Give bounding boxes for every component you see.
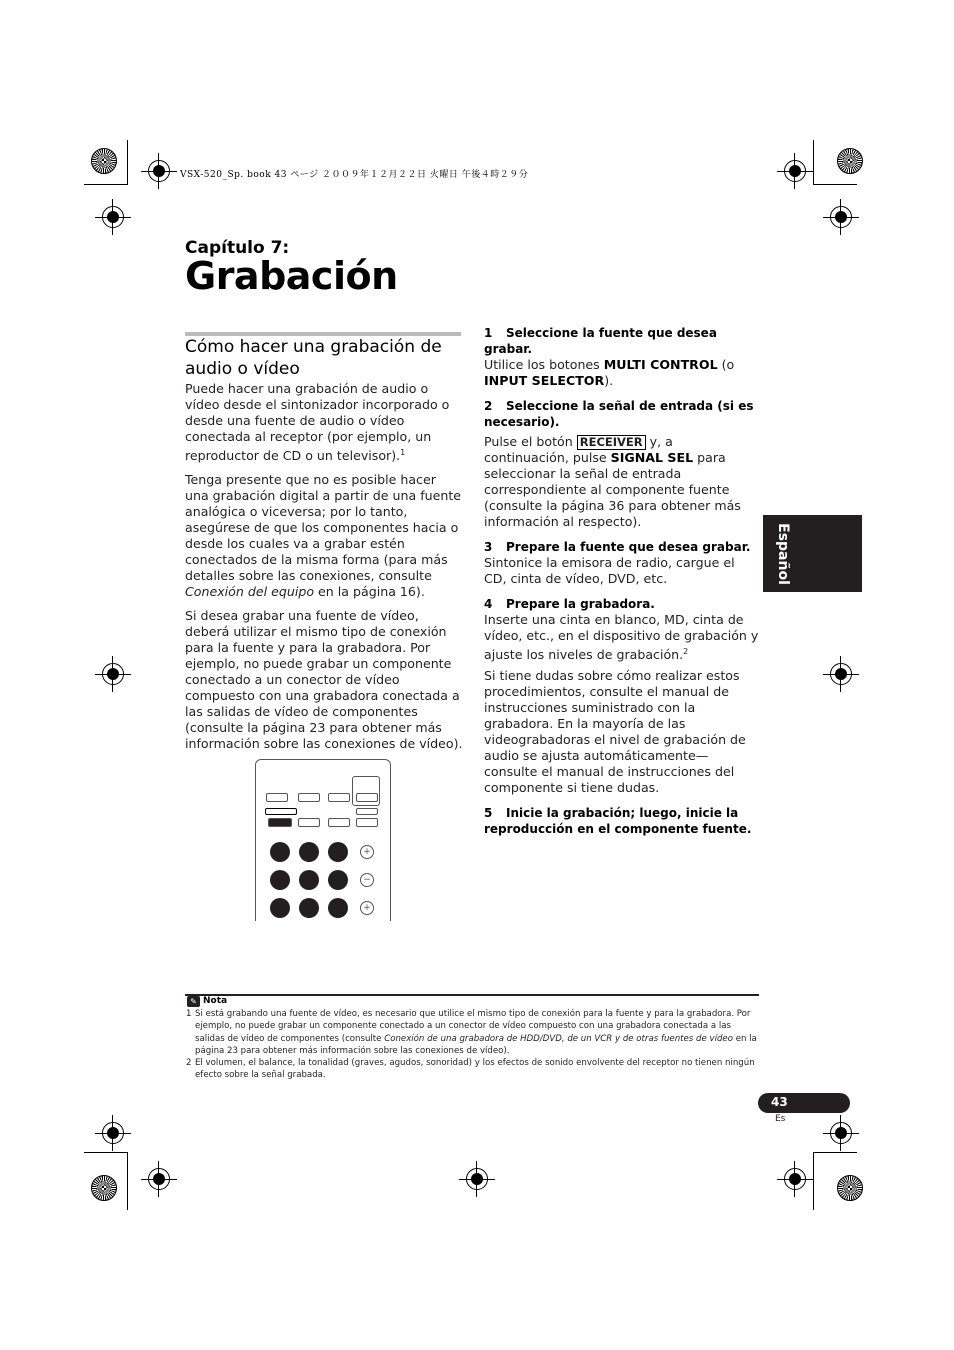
registration-star-bottom-left bbox=[91, 1175, 117, 1201]
registration-mark-v bbox=[840, 1115, 841, 1151]
registration-mark-v bbox=[112, 656, 113, 692]
registration-mark bbox=[784, 1168, 806, 1190]
remote-button bbox=[356, 818, 378, 827]
registration-mark bbox=[102, 206, 124, 228]
step-1-title bbox=[484, 325, 759, 357]
step-4-heading: Prepare la grabadora. bbox=[506, 597, 655, 611]
input-button bbox=[328, 842, 348, 862]
step-3-heading: Prepare la fuente que desea grabar. bbox=[506, 540, 751, 554]
paragraph-3: Si desea grabar una fuente de vídeo, deberá utilizar el mismo tipo de conexión para la fuente y para la grabadora. Por ejemplo, no puede grabar un componente conectado a un conector de vídeo compuesto con una grabadora conectada a las salidas de vídeo de componentes (consulte la página 23 para obtener más información sobre las conexiones de vídeo). bbox=[185, 608, 463, 752]
step-1-number: 1 bbox=[484, 326, 493, 340]
crop-line bbox=[84, 184, 128, 185]
language-tab-label: Español bbox=[775, 522, 791, 585]
step-4-title bbox=[484, 596, 759, 612]
input-button bbox=[299, 898, 319, 918]
registration-mark bbox=[466, 1168, 488, 1190]
registration-mark-v bbox=[840, 199, 841, 235]
plus-icon: + bbox=[360, 901, 374, 915]
left-column-body bbox=[185, 381, 463, 760]
input-button bbox=[270, 898, 290, 918]
step-4-text-2: Si tiene dudas sobre cómo realizar estos procedimientos, consulte el manual de instrucciones suministrado con la grabadora. En la mayoría de las videograbadoras el nivel de grabación de audio se ajusta automáticamente—consulte el manual de instrucciones del componente si tiene dudas. bbox=[484, 668, 746, 796]
step-5-number: 5 bbox=[484, 806, 493, 821]
receiver-button bbox=[268, 818, 292, 827]
step-4-text-a: Inserte una cinta en blanco, MD, cinta de vídeo, etc., en el dispositivo de grabación y ajuste los niveles de grabación. bbox=[484, 612, 759, 663]
registration-star-top-left bbox=[91, 148, 117, 174]
print-file-line: VSX-520_Sp. book 43 ページ ２００９年１２月２２日 火曜日 午後４時２９分 bbox=[180, 170, 529, 180]
step-5-title bbox=[484, 805, 759, 837]
registration-mark-v bbox=[112, 1115, 113, 1151]
footnote-ref-2[interactable]: 2 bbox=[683, 647, 689, 656]
crop-line bbox=[84, 1152, 128, 1153]
crop-line bbox=[127, 1152, 128, 1210]
notes-body bbox=[186, 1008, 760, 1082]
step-2-text-a: Pulse el botón bbox=[484, 434, 577, 449]
registration-mark bbox=[784, 160, 806, 182]
note-2-text: El volumen, el balance, la tonalidad (graves, agudos, sonoridad) y los efectos de sonido envolvente del receptor no tienen ningún efecto sobre la señal grabada. bbox=[195, 1058, 755, 1081]
crop-line bbox=[813, 1152, 814, 1210]
step-5-heading: Inicie la grabación; luego, inicie la reproducción en el componente fuente. bbox=[484, 806, 752, 837]
input-selector-label: INPUT SELECTOR bbox=[484, 373, 605, 388]
note-1-cross-reference: Conexión de una grabadora de HDD/DVD, de un VCR y de otras fuentes de vídeo bbox=[384, 1033, 733, 1044]
input-button bbox=[328, 898, 348, 918]
receiver-button-highlight bbox=[265, 808, 297, 815]
registration-mark bbox=[830, 206, 852, 228]
section-heading: Cómo hacer una grabación de audio o vídeo bbox=[185, 337, 442, 379]
note-1-text bbox=[195, 1008, 760, 1057]
right-column bbox=[484, 325, 759, 837]
paragraph-2-text: Tenga presente que no es posible hacer una grabación digital a partir de una fuente analógica o viceversa; por lo tanto, asegúrese de que los componentes hacia o desde los cuales va a grabar estén conectados de la misma forma (para más detalles sobre las conexiones, consulte bbox=[185, 472, 462, 584]
step-1-text bbox=[484, 357, 759, 389]
step-2-title bbox=[484, 398, 759, 430]
notes-rule bbox=[185, 994, 759, 996]
multi-control-label: MULTI CONTROL bbox=[603, 357, 718, 372]
remote-button bbox=[328, 818, 350, 827]
chapter-label: Capítulo 7: bbox=[185, 238, 290, 258]
language-tab-label-wrap bbox=[763, 515, 803, 592]
remote-button bbox=[298, 818, 320, 827]
crop-line bbox=[127, 140, 128, 184]
cross-reference: Conexión del equipo bbox=[185, 584, 315, 600]
note-1 bbox=[186, 1008, 760, 1057]
note-2 bbox=[186, 1057, 760, 1082]
step-2-text bbox=[484, 434, 759, 530]
step-1-text-a: Utilice los botones bbox=[484, 357, 604, 372]
step-2-text-c: para seleccionar la señal de entrada correspondiente al componente fuente (consulte la página 36 para obtener más información al respecto). bbox=[484, 450, 741, 529]
input-button bbox=[299, 870, 319, 890]
registration-mark bbox=[148, 1168, 170, 1190]
signal-sel-label: SIGNAL SEL bbox=[610, 450, 694, 465]
page-number: 43 bbox=[771, 1095, 788, 1109]
footnote-ref-1[interactable]: 1 bbox=[400, 448, 406, 457]
registration-mark-v bbox=[794, 153, 795, 189]
input-button bbox=[270, 842, 290, 862]
paragraph-2-text-end: en la página 16). bbox=[314, 584, 425, 600]
power-button bbox=[266, 793, 288, 802]
step-1-heading: Seleccione la fuente que desea grabar. bbox=[484, 326, 717, 356]
step-3-number: 3 bbox=[484, 540, 493, 554]
registration-star-bottom-right bbox=[837, 1175, 863, 1201]
step-1-text-c: ). bbox=[604, 373, 614, 388]
page-title: Grabación bbox=[185, 254, 398, 298]
page-language-code: Es bbox=[775, 1114, 786, 1124]
paragraph-1 bbox=[185, 381, 463, 464]
input-button bbox=[328, 870, 348, 890]
step-2-text-b: y, a continuación, pulse bbox=[484, 434, 673, 465]
step-3-title bbox=[484, 539, 759, 555]
registration-mark-v bbox=[794, 1161, 795, 1197]
plus-icon: + bbox=[360, 845, 374, 859]
registration-mark bbox=[830, 1122, 852, 1144]
crop-line bbox=[813, 140, 814, 184]
remote-button bbox=[356, 808, 378, 815]
power-button bbox=[328, 793, 350, 802]
registration-mark-v bbox=[840, 656, 841, 692]
registration-mark bbox=[148, 160, 170, 182]
registration-mark-v bbox=[158, 1161, 159, 1197]
crop-line bbox=[813, 1152, 857, 1153]
crop-line bbox=[813, 184, 857, 185]
registration-mark-v bbox=[112, 199, 113, 235]
remote-control-illustration bbox=[255, 759, 391, 921]
input-button bbox=[270, 870, 290, 890]
paragraph-1-text: Puede hacer una grabación de audio o vídeo desde el sintonizador incorporado o desde una fuente de audio o vídeo conectada al receptor (por ejemplo, un reproductor de CD o un televisor). bbox=[185, 381, 450, 464]
step-4-text bbox=[484, 612, 759, 663]
registration-mark bbox=[102, 1122, 124, 1144]
step-3-text: Sintonice la emisora de radio, cargue el CD, cinta de vídeo, DVD, etc. bbox=[484, 555, 735, 586]
minus-icon: − bbox=[360, 873, 374, 887]
receiver-button-label: RECEIVER bbox=[577, 435, 646, 450]
registration-mark-v bbox=[476, 1161, 477, 1197]
power-button bbox=[356, 793, 378, 802]
registration-star-top-right bbox=[837, 148, 863, 174]
note-1-text-b: en la página 23 para obtener más información sobre las conexiones de vídeo). bbox=[195, 1033, 757, 1056]
registration-mark bbox=[830, 663, 852, 685]
step-1-text-b: (o bbox=[717, 357, 735, 372]
note-1-text-a: Si está grabando una fuente de vídeo, es necesario que utilice el mismo tipo de conexión para la fuente y para la grabadora. Por ejemplo, no puede grabar un componente conectado a un conector de vídeo compuesto con una grabadora conectada a las salidas de vídeo de componentes (consulte bbox=[195, 1009, 751, 1044]
step-2-heading: Seleccione la señal de entrada (si es necesario). bbox=[484, 399, 754, 429]
step-4-number: 4 bbox=[484, 597, 493, 611]
remote-button bbox=[298, 793, 320, 802]
input-button bbox=[299, 842, 319, 862]
note-icon: ✎ bbox=[187, 996, 200, 1007]
paragraph-2 bbox=[185, 472, 463, 600]
registration-mark-v bbox=[158, 153, 159, 189]
step-2-number: 2 bbox=[484, 399, 493, 413]
note-2-number: 2 bbox=[186, 1058, 192, 1069]
registration-mark bbox=[102, 663, 124, 685]
notes-label: Nota bbox=[203, 996, 228, 1006]
note-1-number: 1 bbox=[186, 1009, 192, 1019]
